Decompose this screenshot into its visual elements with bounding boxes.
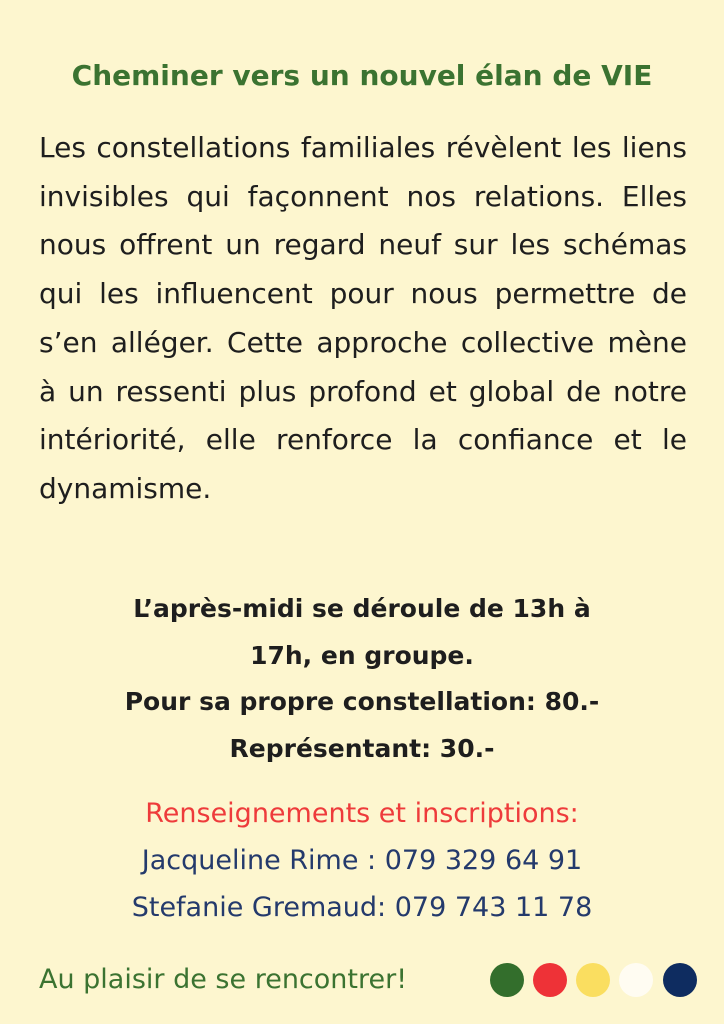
- dot-navy: [663, 963, 697, 997]
- intro-paragraph: Les constellations familiales révèlent les liens invisibles qui façonnent nos relations. Elles nous offrent un regard neuf sur les schémas qui les influencent pour nous permettre de s’en alléger. Cette approche collective mène à un ressenti plus profond et global de notre intériorité, elle renforce la confiance et le dynamisme.: [39, 131, 687, 505]
- schedule-info: [40, 586, 684, 772]
- price-own-constellation: Pour sa propre constellation: 80.-: [124, 687, 600, 716]
- price-representative: Représentant: 30.-: [229, 733, 495, 763]
- dot-red: [533, 963, 567, 997]
- dot-green: [490, 963, 524, 997]
- schedule-time-line-2: 17h, en groupe.: [250, 640, 474, 670]
- contact-stefanie: Stefanie Gremaud: 079 743 11 78: [131, 892, 593, 923]
- color-dots: [490, 963, 700, 997]
- contact-block: [0, 790, 724, 931]
- dot-yellow: [576, 963, 610, 997]
- dot-white: [619, 963, 653, 997]
- page-title: Cheminer vers un nouvel élan de VIE: [71, 59, 653, 92]
- footer-tagline: Au plaisir de se rencontrer!: [39, 964, 408, 995]
- schedule-time-line-1: L’après-midi se déroule de 13h à: [133, 594, 591, 623]
- contact-heading: Renseignements et inscriptions:: [145, 798, 579, 829]
- contact-jacqueline: Jacqueline Rime : 079 329 64 91: [141, 845, 583, 876]
